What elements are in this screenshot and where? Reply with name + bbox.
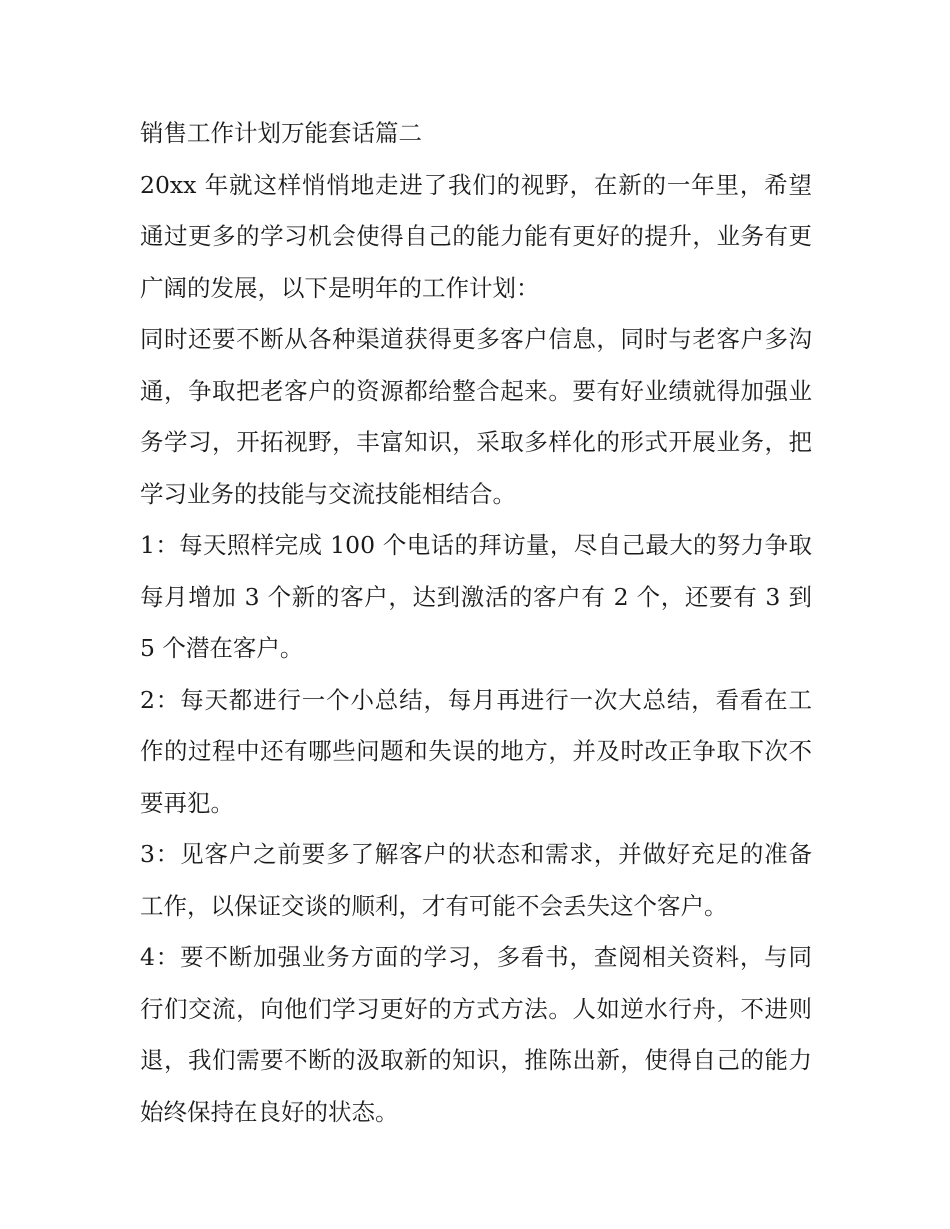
paragraph-item-2: 2：每天都进行一个小总结，每月再进行一次大总结，看看在工作的过程中还有哪些问题和失误的地方，并及时改正争取下次不要再犯。 [140, 685, 812, 817]
paragraph-item-4: 4：要不断加强业务方面的学习，多看书，查阅相关资料，与同行们交流，向他们学习更好的方式方法。人如逆水行舟，不进则退，我们需要不断的汲取新的知识，推陈出新，使得自己的能力始终保持在良好的状态。 [140, 943, 812, 1126]
document-title: 销售工作计划万能套话篇二 [140, 119, 422, 147]
paragraph-customer-info: 同时还要不断从各种渠道获得更多客户信息，同时与老客户多沟通，争取把老客户的资源都给整合起来。要有好业绩就得加强业务学习，开拓视野，丰富知识，采取多样化的形式开展业务，把学习业务的技能与交流技能相结合。 [140, 325, 812, 508]
document-body [140, 108, 812, 1138]
paragraph-item-3: 3：见客户之前要多了解客户的状态和需求，并做好充足的准备工作，以保证交谈的顺利，才有可能不会丢失这个客户。 [140, 840, 812, 920]
paragraph-intro: 20xx 年就这样悄悄地走进了我们的视野，在新的一年里，希望通过更多的学习机会使得自己的能力能有更好的提升，业务有更广阔的发展，以下是明年的工作计划： [140, 170, 812, 302]
paragraph-item-1: 1：每天照样完成 100 个电话的拜访量，尽自己最大的努力争取每月增加 3 个新的客户，达到激活的客户有 2 个，还要有 3 到 5 个潜在客户。 [140, 531, 812, 662]
